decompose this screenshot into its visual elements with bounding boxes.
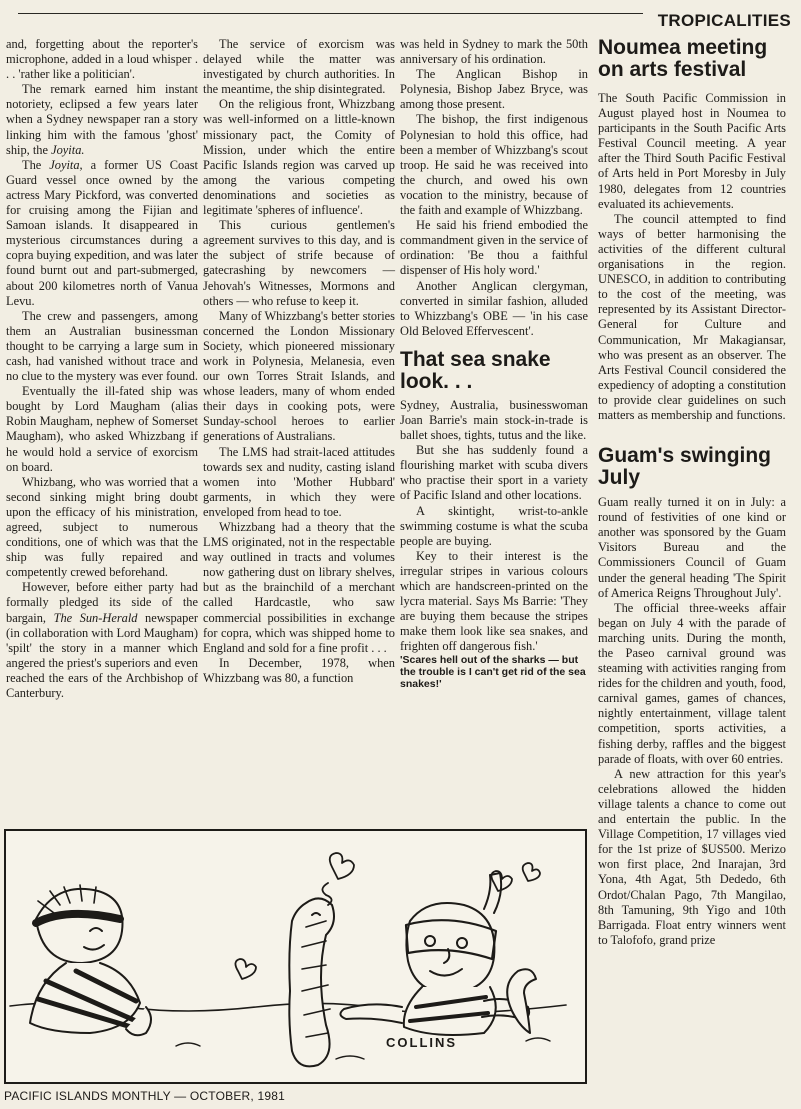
paragraph: The remark earned him instant notoriety, eclipsed a few years later when a Sydney newspaper ran a story linking him with the famous 'ghost' ship, the Joyita. bbox=[6, 82, 198, 157]
paragraph: He said his friend embodied the commandment given in the service of ordination: 'Be thou a faithful dispenser of His holy word.' bbox=[400, 218, 588, 278]
paragraph: But she has suddenly found a flourishing market with scuba divers who practise their sport in a variety of Pacific Island and other locations. bbox=[400, 443, 588, 503]
cartoon-caption: 'Scares hell out of the sharks — but the trouble is I can't get rid of the sea snakes!' bbox=[400, 654, 586, 691]
paragraph: A new attraction for this year's celebrations allowed the hidden village talents a chance to come out and entertain the public. In the Village Competition, 17 villages vied for the 1st prize of $US500. Merizo won first place, 2nd Inarajan, 3rd Yona, 4th Agat, 5th Dededo, 6th Ordot/Chalan Pago, 7th Mangilao, 8th Tamuning, 9th Yigo and 10th Barrigada. Float entry winners went to Talofofo, grand prize bbox=[598, 766, 786, 947]
paragraph: In December, 1978, when Whizzbang was 80, a function bbox=[203, 655, 395, 685]
cartoon-drawing bbox=[6, 831, 585, 1082]
paragraph: The service of exorcism was delayed while the matter was investigated by church authorities. In the meantime, the ship disintegrated. bbox=[203, 37, 395, 97]
guam-headline: Guam's swinging July bbox=[598, 444, 772, 490]
paragraph: Sydney, Australia, businesswoman Joan Barrie's main stock-in-trade is ballet shoes, tights, tutus and the like. bbox=[400, 397, 588, 443]
column-1 bbox=[6, 37, 198, 701]
sea-snake-headline: That sea snake look. . . bbox=[400, 347, 551, 393]
page-footer: PACIFIC ISLANDS MONTHLY — OCTOBER, 1981 bbox=[4, 1089, 285, 1103]
paragraph: Eventually the ill-fated ship was bought by Lord Maugham (alias Robin Maugham, nephew of Somerset Maugham), who asked Whizzbang if he would hold a service of exorcism on board. bbox=[6, 384, 198, 474]
paragraph: Whizzbang had a theory that the LMS originated, not in the respectable way outlined in tracts and volumes now gathering dust on library shelves, but as the brainchild of a merchant called Hardcastle, who saw commercial possibilities in exchange for copra, which was shipped home to England and sold for a fine profit . . . bbox=[203, 520, 395, 655]
paragraph: Many of Whizzbang's better stories concerned the London Missionary Society, which pioneered missionary work in Polynesia, Melanesia, even our own Torres Strait Islands, and whose leaders, many of whom ended their days in cooking pots, were Sunday-school heroes to earlier generations of Australians. bbox=[203, 308, 395, 444]
paragraph: However, before either party had formally pledged its side of the bargain, The Sun-Herald newspaper (in collaboration with Lord Maugham) 'spilt' the story in a manner which angered the priest's superiors and even reached the ears of the Archbishop of Canterbury. bbox=[6, 580, 199, 701]
paragraph: and, forgetting about the reporter's microphone, added in a loud whisper . . . 'rather like a politician'. bbox=[6, 37, 198, 82]
paragraph: Another Anglican clergyman, converted in similar fashion, alluded to Whizzbang's OBE — 'in his case Old Beloved Effervescent'. bbox=[400, 278, 588, 338]
paragraph: Whizbang, who was worried that a second sinking might bring doubt upon the efficacy of his ministration, agreed, subject to numerous conditions, one of which was that the ship was fully repaired and competently crewed beforehand. bbox=[6, 474, 198, 580]
paragraph: The Anglican Bishop in Polynesia, Bishop Jabez Bryce, was among those present. bbox=[400, 67, 588, 112]
section-heading: TROPICALITIES bbox=[657, 11, 791, 30]
noumea-headline: Noumea meeting on arts festival bbox=[598, 36, 768, 81]
paragraph: The official three-weeks affair began on July 4 with the parade of marching units. During the month, the Paseo carnival ground was steaming with activities ranging from rides for the children and youth, food, carnival games, games of chances, nightly entertainment, village talent competition, sports activities, a fishing derby, raffles and the biggest parade of floats, with over 60 entries. bbox=[598, 600, 786, 766]
cartoonist-signature: COLLINS bbox=[386, 1035, 458, 1050]
paragraph: The South Pacific Commission in August played host in Noumea to participants in the South Pacific Arts Festival Council meeting. A year after the Third South Pacific Festival of Arts held in Port Moresby in July 1980, delegates from 12 countries evaluated its achievements. bbox=[598, 91, 786, 211]
paragraph: The LMS had strait-laced attitudes towards sex and nudity, casting island women into 'Mother Hubbard' garments, in which they were enveloped from head to toe. bbox=[203, 444, 395, 519]
top-rule bbox=[18, 13, 643, 14]
column-2 bbox=[203, 37, 395, 686]
paragraph: Guam really turned it on in July: a round of festivities of one kind or another was sponsored by the Guam Visitors Bureau and the Commissioners Council of Guam under the general heading 'The Spirit of America Reigns Throughout July'. bbox=[598, 495, 786, 600]
paragraph: The bishop, the first indigenous Polynesian to hold this office, had been a member of Whizzbang's scout troop. He said he was received into the church, and owed his own vocation to the ministry, because of the faith and example of Whizzbang. bbox=[400, 112, 588, 218]
paragraph: The Joyita, a former US Coast Guard vessel once owned by the actress Mary Pickford, was converted for cruising among the Fijian and Samoan islands. It disappeared in mysterious circumstances during a copra buying expedition, and was later found burnt out and part-submerged, about 200 kilometres north of Vanua Levu. bbox=[6, 157, 198, 308]
paragraph: The crew and passengers, among them an Australian businessman thought to be carrying a large sum in cash, had vanished without trace and no clue to the mystery was ever found. bbox=[6, 308, 199, 384]
paragraph: Key to their interest is the irregular stripes in various colours which are handscreen-printed on the lycra material. Says Ms Barrie: 'They are buying them because the stripes make them look like sea snakes, and frighten off dangerous fish.' bbox=[400, 548, 588, 654]
cartoon-illustration bbox=[4, 829, 587, 1084]
column-3 bbox=[400, 37, 588, 690]
paragraph: The council attempted to find ways of better harmonising the activities of the different cultural organisations in the region. UNESCO, in addition to contributing to the cost of the meeting, was represented by its Assistant Director-General for Culture and Communication, Mr Makagiansar, who was present as an observer. The Arts Festival Council considered the expediency of adopting a constitution to provide clear guidelines on such matters as membership and functions. bbox=[598, 211, 786, 422]
paragraph: A skintight, wrist-to-ankle swimming costume is what the scuba people are buying. bbox=[400, 503, 588, 548]
paragraph: was held in Sydney to mark the 50th anniversary of his ordination. bbox=[400, 37, 588, 67]
paragraph: On the religious front, Whizzbang was well-informed on a little-known missionary pact, the Comity of Mission, under which the entire Pacific Islands region was carved up among the various competing denominations and societies as legitimate 'spheres of influence'. bbox=[203, 97, 395, 218]
column-4 bbox=[598, 37, 786, 948]
paragraph: This curious gentlemen's agreement survives to this day, and is the subject of strife because of gatecrashing by newcomers — Jehovah's Witnesses, Mormons and others — who refuse to keep it. bbox=[203, 218, 395, 308]
